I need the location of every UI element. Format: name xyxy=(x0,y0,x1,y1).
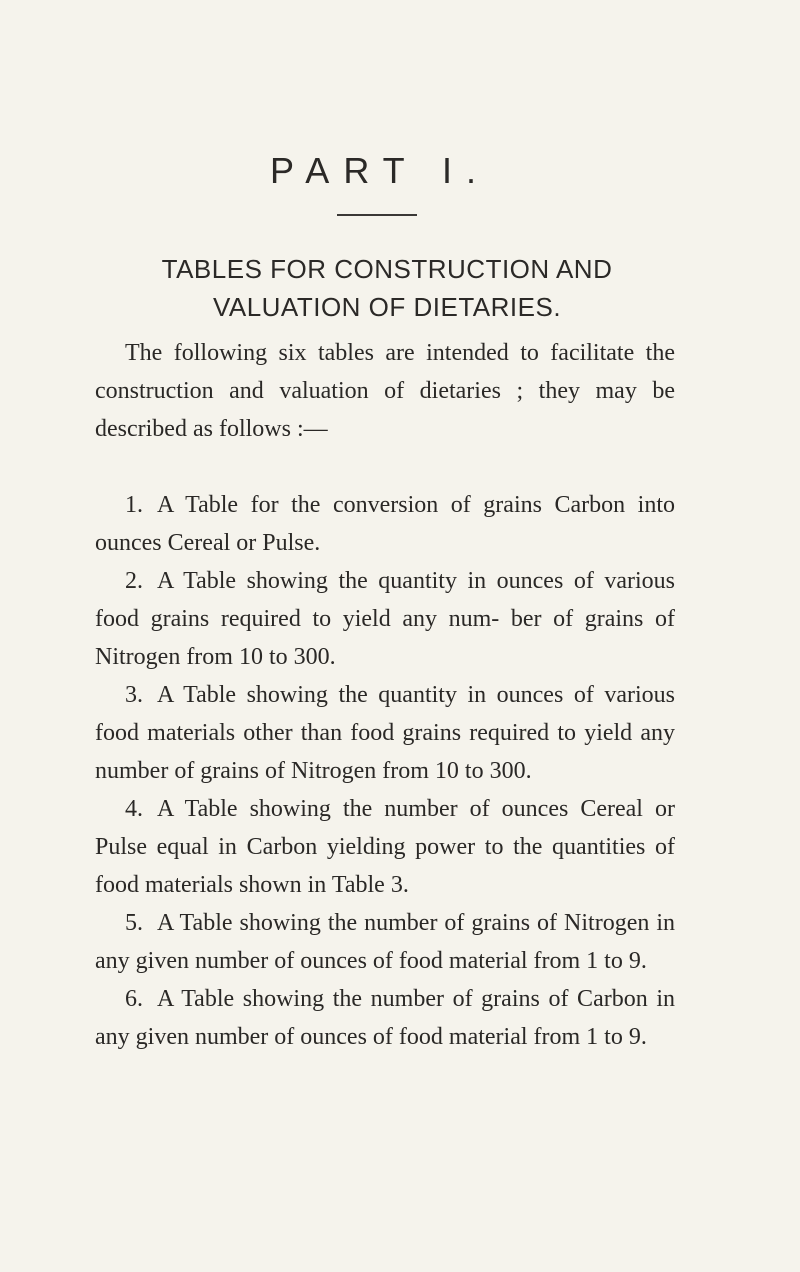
heading-rule xyxy=(337,214,417,216)
item-number: 6. xyxy=(125,986,143,1012)
part-heading: PART I. xyxy=(269,150,491,191)
list-item xyxy=(95,904,675,980)
intro-paragraph: The following six tables are intended to facilitate the construction and valuation of dietaries ; they may be described as follows :— xyxy=(95,340,675,442)
item-number: 1. xyxy=(125,492,143,518)
list-item xyxy=(95,562,675,676)
item-text: A Table showing the quantity in ounces of various food materials other than food grains required to yield any number of grains of Nitrogen from 10 to 300. xyxy=(95,682,675,784)
list-item xyxy=(95,980,675,1056)
item-text: A Table showing the number of ounces Cereal or Pulse equal in Carbon yielding power to the quantities of food materials shown in Table 3. xyxy=(95,796,675,898)
item-number: 2. xyxy=(125,568,143,594)
table-list xyxy=(95,486,675,1056)
item-text: A Table for the conversion of grains Carbon into ounces Cereal or Pulse. xyxy=(95,492,675,556)
section-title: TABLES FOR CONSTRUCTION AND VALUATION OF DIETARIES. xyxy=(161,254,613,322)
item-text: A Table showing the number of grains of Nitrogen in any given number of ounces of food material from 1 to 9. xyxy=(95,910,675,974)
item-number: 3. xyxy=(125,682,143,708)
list-item xyxy=(95,676,675,790)
item-number: 4. xyxy=(125,796,143,822)
item-text: A Table showing the number of grains of Carbon in any given number of ounces of food material from 1 to 9. xyxy=(95,986,675,1050)
list-item xyxy=(95,486,675,562)
item-text: A Table showing the quantity in ounces of various food grains required to yield any num- ber of grains of Nitrogen from 10 to 300. xyxy=(95,568,675,670)
item-number: 5. xyxy=(125,910,143,936)
list-item xyxy=(95,790,675,904)
